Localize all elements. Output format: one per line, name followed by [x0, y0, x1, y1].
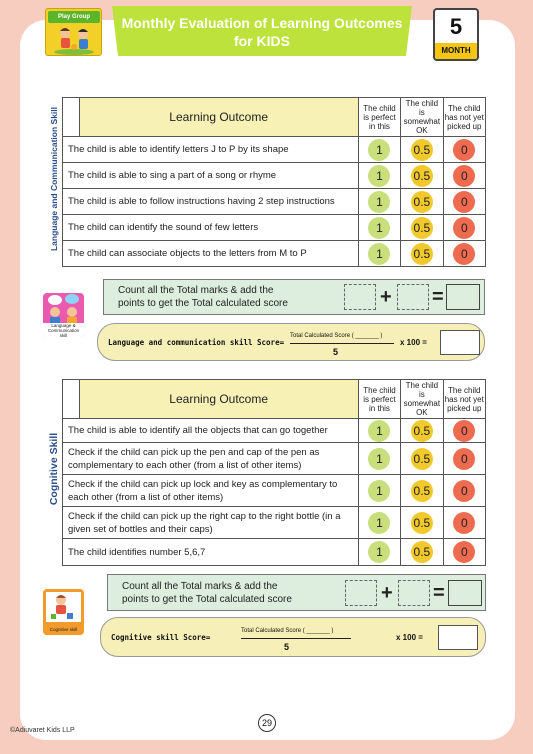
child-with-blocks-icon	[43, 589, 84, 625]
table-row	[63, 443, 486, 475]
cognitive-evaluation-table	[62, 379, 486, 566]
score-0-option[interactable]: 0	[453, 512, 475, 534]
col-ok-line: somewhat	[403, 117, 441, 126]
score-cell-ok[interactable]	[401, 443, 443, 475]
table-row	[63, 507, 486, 539]
col-not-header	[443, 98, 485, 137]
fraction-bar	[290, 343, 394, 344]
score-1-option[interactable]: 1	[368, 165, 390, 187]
count-instruction	[118, 284, 288, 310]
col-ok-line: somewhat	[403, 399, 441, 408]
score-1-option[interactable]: 1	[368, 217, 390, 239]
score-cell-not[interactable]	[443, 215, 485, 241]
table-header-row	[63, 380, 486, 419]
subtotal-input-2[interactable]	[397, 284, 429, 310]
score-half-option[interactable]: 0.5	[411, 243, 433, 265]
score-1-option[interactable]: 1	[368, 541, 390, 563]
times-100: x 100 =	[396, 633, 423, 642]
title-line-1: Monthly Evaluation of Learning Outcomes	[121, 15, 403, 31]
score-1-option[interactable]: 1	[368, 420, 390, 442]
score-1-option[interactable]: 1	[368, 243, 390, 265]
equals-sign: =	[433, 582, 445, 604]
subtotal-input-1[interactable]	[345, 580, 377, 606]
times-100: x 100 =	[400, 338, 427, 347]
score-cell-perfect[interactable]	[358, 137, 400, 163]
score-0-option[interactable]: 0	[453, 217, 475, 239]
score-0-option[interactable]: 0	[453, 191, 475, 213]
play-group-label: Play Group	[48, 11, 100, 23]
section-label-cognitive	[45, 379, 63, 559]
score-cell-ok[interactable]	[401, 475, 443, 507]
score-half-option[interactable]: 0.5	[411, 217, 433, 239]
fraction-bar	[241, 638, 351, 639]
table-row	[63, 419, 486, 443]
fraction-numerator: Total Calculated Score ( _______ )	[290, 333, 383, 339]
score-1-option[interactable]: 1	[368, 139, 390, 161]
language-icon-caption	[43, 323, 84, 338]
outcome-text: The child is able to follow instructions having 2 step instructions	[63, 189, 359, 215]
col-not-line: has not yet	[444, 394, 484, 404]
cognitive-skill-label: Cognitive Skill	[48, 432, 61, 506]
col-perfect-line: The child	[363, 103, 396, 113]
language-skill-icon	[43, 293, 84, 338]
count-line: Count all the Total marks & add the	[118, 285, 274, 296]
outcome-text: The child identifies number 5,6,7	[63, 539, 359, 566]
page-number: 29	[258, 714, 276, 732]
outcome-text: The child can associate objects to the letters from M to P	[63, 241, 359, 267]
score-0-option[interactable]: 0	[453, 420, 475, 442]
score-cell-not[interactable]	[443, 443, 485, 475]
score-cell-ok[interactable]	[401, 539, 443, 566]
header-blank	[63, 380, 80, 419]
outcome-text: Check if the child can pick up lock and key as complementary to each other (from a list of other items)	[63, 475, 359, 507]
language-evaluation-table	[62, 97, 486, 267]
score-half-option[interactable]: 0.5	[411, 165, 433, 187]
cognitive-score-box	[100, 617, 486, 657]
col-perfect-header	[358, 98, 400, 137]
plus-sign: +	[381, 582, 393, 604]
table-row	[63, 137, 486, 163]
col-not-line: has not yet	[444, 112, 484, 122]
score-cell-not[interactable]	[443, 475, 485, 507]
score-cell-ok[interactable]	[401, 419, 443, 443]
fraction-denominator: 5	[284, 642, 290, 652]
play-group-badge	[45, 8, 102, 56]
score-1-option[interactable]: 1	[368, 512, 390, 534]
plus-sign: +	[380, 286, 392, 308]
table-row	[63, 163, 486, 189]
score-cell-not[interactable]	[443, 241, 485, 267]
copyright: ©Adiuvaret Kids LLP	[10, 727, 75, 734]
caption-line: skill	[59, 333, 68, 338]
score-half-option[interactable]: 0.5	[411, 512, 433, 534]
score-0-option[interactable]: 0	[453, 165, 475, 187]
col-ok-line: The child is	[405, 99, 439, 117]
score-0-option[interactable]: 0	[453, 139, 475, 161]
col-perfect-line: in this	[369, 403, 390, 413]
score-cell-perfect[interactable]	[358, 419, 400, 443]
language-score-box	[97, 323, 485, 361]
col-not-line: picked up	[447, 121, 482, 131]
count-instruction	[122, 580, 292, 606]
score-cell-perfect[interactable]	[358, 507, 400, 539]
header-blank	[63, 98, 80, 137]
language-score-answer[interactable]	[440, 330, 480, 355]
score-cell-perfect[interactable]	[358, 241, 400, 267]
language-skill-label: Language and Communication Skill	[49, 106, 60, 252]
score-cell-not[interactable]	[443, 189, 485, 215]
score-cell-ok[interactable]	[401, 137, 443, 163]
children-playing-icon	[52, 25, 97, 55]
score-cell-perfect[interactable]	[358, 189, 400, 215]
table-row	[63, 189, 486, 215]
score-half-option[interactable]: 0.5	[411, 191, 433, 213]
section-label-language	[45, 97, 63, 261]
talking-children-icon	[43, 293, 84, 323]
outcome-text: The child is able to identify all the objects that can go together	[63, 419, 359, 443]
score-half-option[interactable]: 0.5	[411, 480, 433, 502]
score-cell-perfect[interactable]	[358, 215, 400, 241]
equals-sign: =	[432, 286, 444, 308]
outcome-text: Check if the child can pick up the pen and cap of the pen as complementary to each other (from a list of other items)	[63, 443, 359, 475]
score-0-option[interactable]: 0	[453, 448, 475, 470]
cognitive-count-box	[107, 574, 486, 611]
caption-line: Language &	[51, 323, 76, 328]
count-line: points to get the Total calculated score	[118, 298, 288, 309]
cognitive-score-label: Cognitive skill Score=	[111, 633, 211, 642]
table-row	[63, 215, 486, 241]
score-cell-ok[interactable]	[401, 507, 443, 539]
score-half-option[interactable]: 0.5	[411, 420, 433, 442]
month-indicator	[433, 8, 479, 61]
score-cell-not[interactable]	[443, 507, 485, 539]
outcome-text: Check if the child can pick up the right cap to the right bottle (in a given set of bottles and their caps)	[63, 507, 359, 539]
col-ok-header	[401, 380, 443, 419]
total-input[interactable]	[446, 284, 480, 310]
table-row	[63, 539, 486, 566]
score-cell-perfect[interactable]	[358, 163, 400, 189]
score-cell-perfect[interactable]	[358, 443, 400, 475]
score-cell-ok[interactable]	[401, 215, 443, 241]
caption-line: Communication	[47, 328, 80, 333]
month-label: MONTH	[435, 43, 477, 59]
score-0-option[interactable]: 0	[453, 480, 475, 502]
score-1-option[interactable]: 1	[368, 480, 390, 502]
fraction-denominator: 5	[333, 347, 339, 357]
col-perfect-line: is perfect	[363, 112, 396, 122]
col-ok-header	[401, 98, 443, 137]
score-half-option[interactable]: 0.5	[411, 448, 433, 470]
page-title	[112, 14, 412, 50]
col-perfect-line: in this	[369, 121, 390, 131]
col-ok-line: The child is	[405, 381, 439, 399]
score-cell-perfect[interactable]	[358, 475, 400, 507]
cognitive-score-answer[interactable]	[438, 625, 478, 650]
col-not-line: The child	[448, 103, 481, 113]
count-line: points to get the Total calculated score	[122, 594, 292, 605]
table-row	[63, 475, 486, 507]
col-not-line: picked up	[447, 403, 482, 413]
language-count-box	[103, 279, 485, 315]
month-number: 5	[449, 14, 463, 39]
score-half-option[interactable]: 0.5	[411, 541, 433, 563]
score-cell-perfect[interactable]	[358, 539, 400, 566]
learning-outcome-header: Learning Outcome	[79, 98, 358, 137]
score-cell-not[interactable]	[443, 137, 485, 163]
table-header-row	[63, 98, 486, 137]
table-row	[63, 241, 486, 267]
score-cell-not[interactable]	[443, 419, 485, 443]
score-cell-ok[interactable]	[401, 163, 443, 189]
score-0-option[interactable]: 0	[453, 541, 475, 563]
score-cell-not[interactable]	[443, 163, 485, 189]
outcome-text: The child can identify the sound of few letters	[63, 215, 359, 241]
col-ok-line: OK	[416, 408, 428, 417]
score-1-option[interactable]: 1	[368, 448, 390, 470]
score-cell-ok[interactable]	[401, 189, 443, 215]
score-half-option[interactable]: 0.5	[411, 139, 433, 161]
total-input[interactable]	[448, 580, 482, 606]
col-perfect-line: is perfect	[363, 394, 396, 404]
language-score-label: Language and communication skill Score=	[108, 338, 285, 347]
learning-outcome-header: Learning Outcome	[79, 380, 358, 419]
col-not-header	[443, 380, 485, 419]
subtotal-input-1[interactable]	[344, 284, 376, 310]
col-ok-line: OK	[416, 126, 428, 135]
fraction-numerator: Total Calculated Score ( _______ )	[241, 628, 334, 634]
subtotal-input-2[interactable]	[398, 580, 430, 606]
outcome-text: The child is able to sing a part of a song or rhyme	[63, 163, 359, 189]
cognitive-icon-caption: Cognitive skill	[43, 625, 84, 635]
score-0-option[interactable]: 0	[453, 243, 475, 265]
score-cell-ok[interactable]	[401, 241, 443, 267]
score-1-option[interactable]: 1	[368, 191, 390, 213]
title-line-2: for KIDS	[234, 33, 290, 49]
outcome-text: The child is able to identify letters J to P by its shape	[63, 137, 359, 163]
col-perfect-line: The child	[363, 385, 396, 395]
cognitive-skill-icon	[43, 589, 84, 635]
score-cell-not[interactable]	[443, 539, 485, 566]
col-perfect-header	[358, 380, 400, 419]
count-line: Count all the Total marks & add the	[122, 581, 278, 592]
col-not-line: The child	[448, 385, 481, 395]
